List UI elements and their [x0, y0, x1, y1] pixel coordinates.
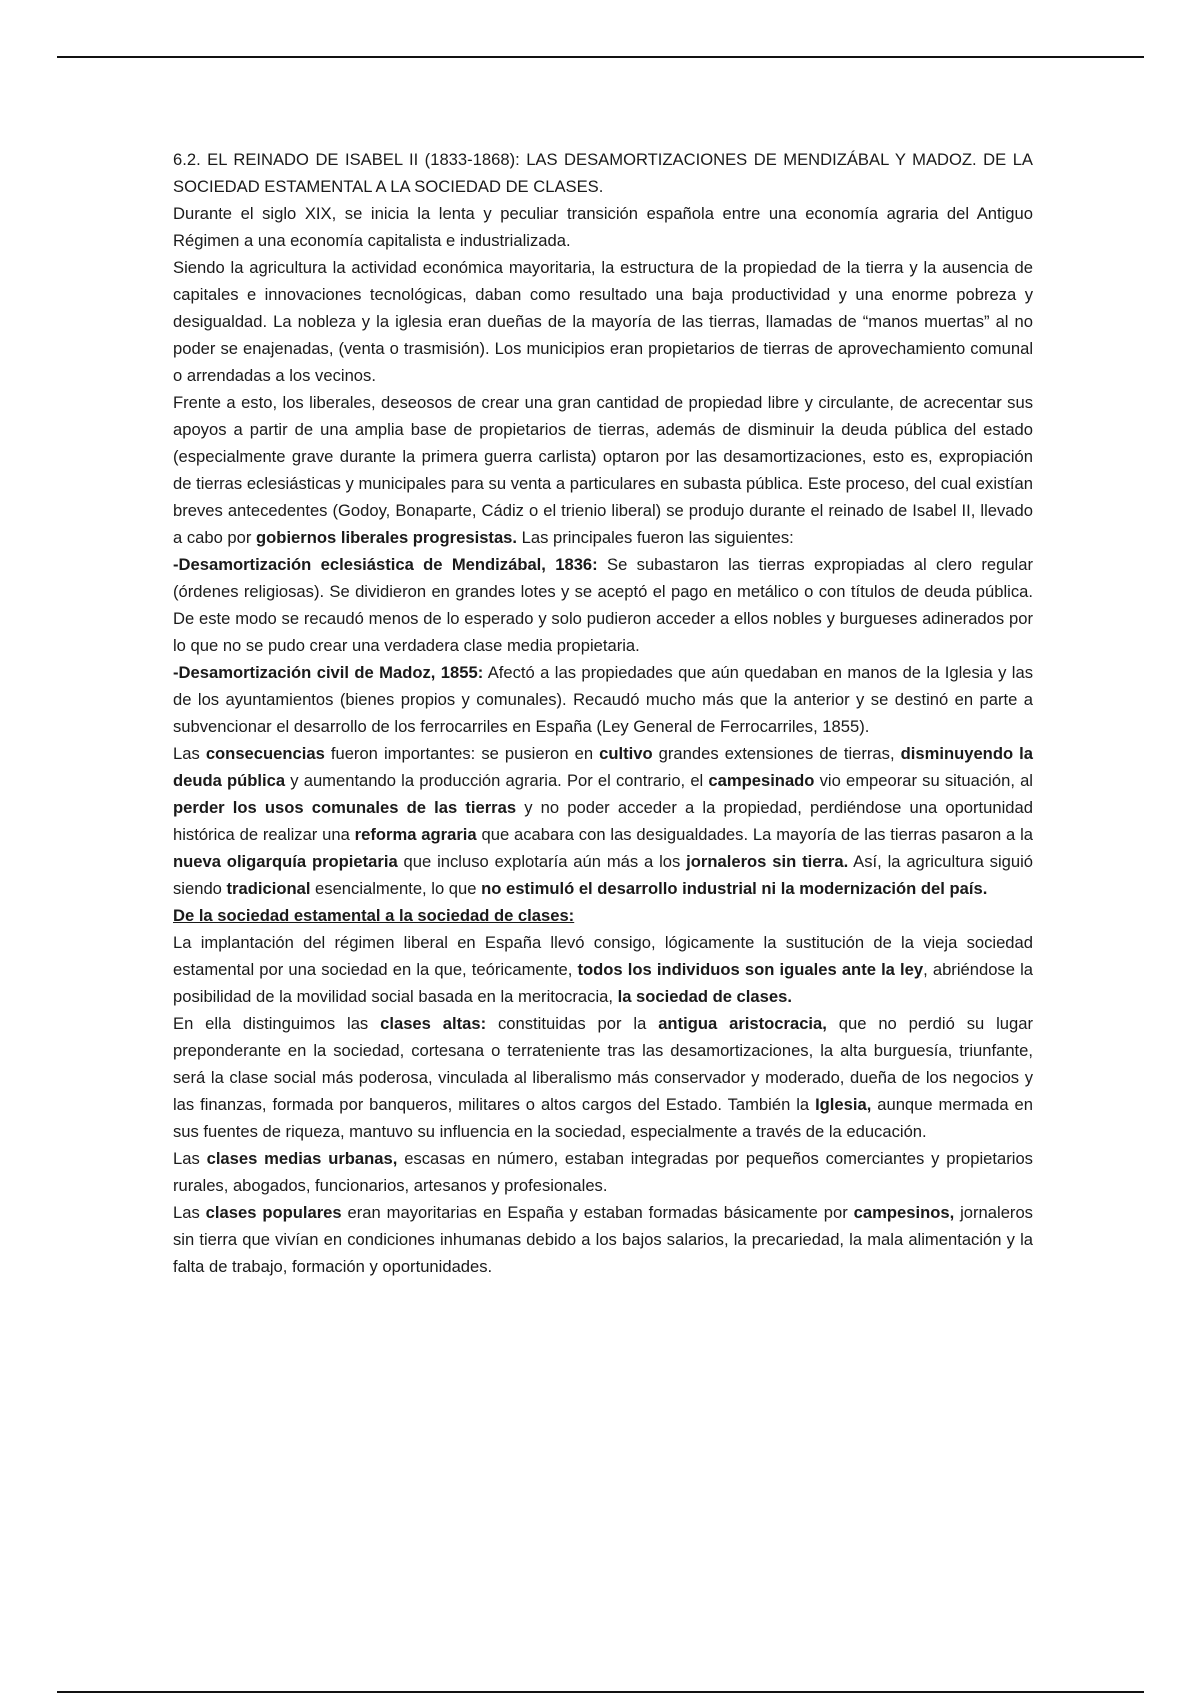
consecuencias-text: esencialmente, lo que — [310, 879, 482, 898]
sociedad-bold: la sociedad de clases. — [617, 987, 792, 1006]
clases-altas-text: aunque mermada en sus fuentes de riqueza, mantuvo su influencia en la sociedad, especialmente a través de la educación. — [173, 1095, 1033, 1141]
document-title: 6.2. EL REINADO DE ISABEL II (1833-1868): LAS DESAMORTIZACIONES DE MENDIZÁBAL Y MADOZ. DE LA SOCIEDAD ESTAMENTAL A LA SOCIEDAD DE CLASES. — [173, 150, 1033, 196]
header-rule — [57, 56, 1144, 58]
consecuencias-text: Así, la agricultura siguió siendo — [173, 852, 1034, 898]
liberales-bold-1: gobiernos liberales progresistas. — [256, 528, 518, 547]
clases-medias-bold: clases medias urbanas, — [206, 1149, 398, 1168]
consecuencias-bold: tradicional — [226, 879, 311, 898]
consecuencias-bold: reforma agraria — [354, 825, 477, 844]
consecuencias-text: vio empeorar su situación, al — [814, 771, 1033, 790]
paragraph-sociedad — [173, 929, 1033, 1010]
consecuencias-text: grandes extensiones de tierras, — [652, 744, 901, 763]
clases-altas-bold: clases altas: — [380, 1014, 487, 1033]
consecuencias-bold: perder los usos comunales de las tierras — [173, 798, 517, 817]
sociedad-text: La implantación del régimen liberal en España llevó consigo, lógicamente la sustitución de la vieja sociedad estamental por una sociedad en la que, teóricamente, — [173, 933, 1033, 979]
consecuencias-bold: campesinado — [708, 771, 815, 790]
consecuencias-bold: disminuyendo la deuda pública — [173, 744, 1033, 790]
paragraph-consecuencias — [173, 740, 1033, 902]
consecuencias-bold: consecuencias — [205, 744, 325, 763]
clases-populares-text: jornaleros sin tierra que vivían en condiciones inhumanas debido a los bajos salarios, la precariedad, la mala alimentación y la falta de trabajo, formación y oportunidades. — [173, 1203, 1033, 1276]
sociedad-bold: todos los individuos son iguales ante la ley — [577, 960, 924, 979]
consecuencias-bold: no estimuló el desarrollo industrial ni la modernización del país. — [481, 879, 988, 898]
paragraph-clases-medias — [173, 1145, 1033, 1199]
paragraph-mendizabal — [173, 551, 1033, 659]
clases-populares-bold: campesinos, — [853, 1203, 955, 1222]
paragraph-liberales — [173, 389, 1033, 551]
footer-rule — [57, 1691, 1144, 1693]
section-heading-sociedad: De la sociedad estamental a la sociedad de clases: — [173, 906, 575, 925]
clases-populares-text: Las — [173, 1203, 206, 1222]
paragraph-madoz — [173, 659, 1033, 740]
madoz-heading: -Desamortización civil de Madoz, 1855: — [173, 663, 484, 682]
clases-altas-text: que no perdió su lugar preponderante en la sociedad, cortesana o terrateniente tras las desamortizaciones, la alta burguesía, triunfante, será la clase social más poderosa, vinculada al liberalismo más conservador y moderado, dueña de los negocios y las finanzas, formada por banqueros, militares o altos cargos del Estado. También la — [173, 1014, 1034, 1114]
sociedad-text: , abriéndose la posibilidad de la movilidad social basada en la meritocracia, — [173, 960, 1033, 1006]
consecuencias-bold: cultivo — [599, 744, 653, 763]
clases-altas-text: constituidas por la — [486, 1014, 659, 1033]
consecuencias-text: y aumentando la producción agraria. Por el contrario, el — [285, 771, 709, 790]
clases-altas-bold: Iglesia, — [815, 1095, 872, 1114]
document-body — [173, 146, 1033, 1280]
clases-medias-text: escasas en número, estaban integradas por pequeños comerciantes y propietarios rurales, abogados, funcionarios, artesanos y profesionales. — [173, 1149, 1033, 1195]
clases-altas-text: En ella distinguimos las — [173, 1014, 381, 1033]
consecuencias-bold: jornaleros sin tierra. — [686, 852, 849, 871]
clases-medias-text: Las — [173, 1149, 207, 1168]
mendizabal-text: Se subastaron las tierras expropiadas al clero regular (órdenes religiosas). Se dividieron en grandes lotes y se aceptó el pago en metálico o con títulos de deuda pública. De este modo se recaudó menos de lo esperado y solo pudieron acceder a ellos nobles y burgueses adinerados por lo que no se pudo crear una verdadera clase media propietaria. — [173, 555, 1033, 655]
clases-populares-bold: clases populares — [205, 1203, 342, 1222]
consecuencias-text: y no poder acceder a la propiedad, perdiéndose una oportunidad histórica de realizar una — [173, 798, 1033, 844]
clases-altas-bold: antigua aristocracia, — [658, 1014, 827, 1033]
consecuencias-text: Las — [173, 744, 206, 763]
consecuencias-text: que incluso explotaría aún más a los — [397, 852, 687, 871]
paragraph-clases-altas — [173, 1010, 1033, 1145]
paragraph-intro-1: Durante el siglo XIX, se inicia la lenta y peculiar transición española entre una economía agraria del Antiguo Régimen a una economía capitalista e industrializada. — [173, 204, 1033, 250]
clases-populares-text: eran mayoritarias en España y estaban formadas básicamente por — [341, 1203, 854, 1222]
paragraph-clases-populares — [173, 1199, 1033, 1280]
liberales-text-1: Frente a esto, los liberales, deseosos de crear una gran cantidad de propiedad libre y circulante, de acrecentar sus apoyos a partir de una amplia base de propietarios de tierras, además de disminuir la deuda pública del estado (especialmente grave durante la primera guerra carlista) optaron por las desamortizaciones, esto es, expropiación de tierras eclesiásticas y municipales para su venta a particulares en subasta pública. Este proceso, del cual existían breves antecedentes (Godoy, Bonaparte, Cádiz o el trienio liberal) se produjo durante el reinado de Isabel II, llevado a cabo por — [173, 393, 1033, 547]
paragraph-intro-2: Siendo la agricultura la actividad económica mayoritaria, la estructura de la propiedad de la tierra y la ausencia de capitales e innovaciones tecnológicas, daban como resultado una baja productividad y una enorme pobreza y desigualdad. La nobleza y la iglesia eran dueñas de la mayoría de las tierras, llamadas de “manos muertas” al no poder se enajenadas, (venta o trasmisión). Los municipios eran propietarios de tierras de aprovechamiento comunal o arrendadas a los vecinos. — [173, 258, 1033, 385]
consecuencias-bold: nueva oligarquía propietaria — [173, 852, 398, 871]
consecuencias-text: fueron importantes: se pusieron en — [324, 744, 600, 763]
madoz-text: Afectó a las propiedades que aún quedaban en manos de la Iglesia y las de los ayuntamientos (bienes propios y comunales). Recaudó mucho más que la anterior y se destinó en parte a subvencionar el desarrollo de los ferrocarriles en España (Ley General de Ferrocarriles, 1855). — [173, 663, 1033, 736]
consecuencias-text: que acabara con las desigualdades. La mayoría de las tierras pasaron a la — [476, 825, 1034, 844]
liberales-text-2: Las principales fueron las siguientes: — [517, 528, 794, 547]
mendizabal-heading: -Desamortización eclesiástica de Mendizábal, 1836: — [173, 555, 598, 574]
